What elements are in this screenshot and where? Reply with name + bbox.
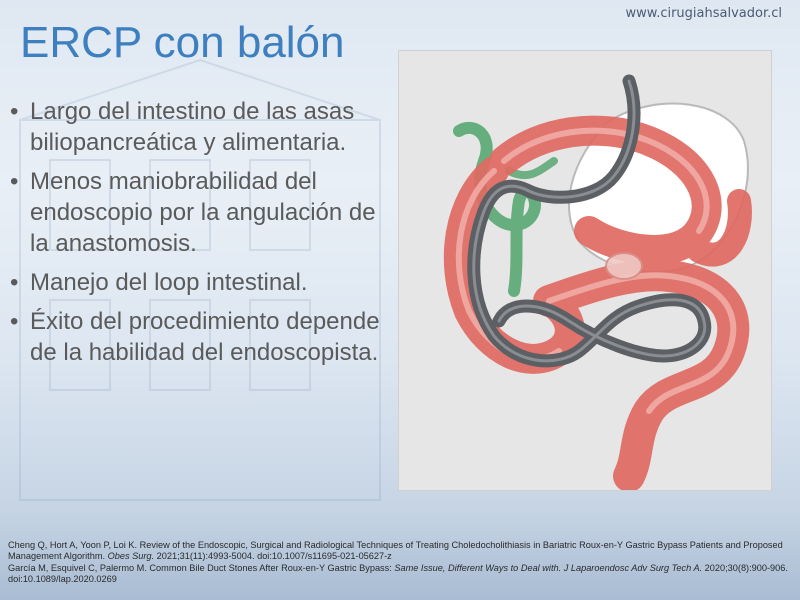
bullet-item (8, 267, 388, 298)
site-url: www.cirugiahsalvador.cl (625, 6, 782, 21)
slide-title: ERCP con balón (20, 18, 345, 67)
bullet-dot: • (10, 308, 19, 335)
references (8, 540, 788, 586)
bullet-item (8, 96, 388, 158)
bullet-text: Menos maniobrabilidad del endoscopio por la angulación de la anastomosis. (30, 168, 376, 257)
reference-item: García M, Esquivel C, Palermo M. Common Bile Duct Stones After Roux-en-Y Gastric Bypass: Same Issue, Different Ways to Deal with. J Laparoendosc Adv Surg Tech A. 2020;30(8):900-906. doi:10.1089/lap.2020.0269 (8, 562, 788, 585)
reference-item: Cheng Q, Hort A, Yoon P, Loi K. Review of the Endoscopic, Surgical and Radiological Techniques of Treating Choledocholithiasis in Bariatric Roux-en-Y Gastric Bypass Patients and Proposed Management Algorithm. Obes Surg. 2021;31(11):4993-5004. doi:10.1007/s11695-021-05627-z (8, 540, 783, 562)
bullet-text: Manejo del loop intestinal. (30, 269, 308, 296)
bullet-item (8, 306, 388, 368)
bullet-list (8, 96, 388, 376)
bullet-dot: • (10, 168, 19, 195)
intestine-endoscope-drawing (399, 51, 771, 490)
ercp-balloon-illustration (399, 51, 771, 490)
bullet-item (8, 166, 388, 259)
bullet-text: Largo del intestino de las asas biliopancreática y alimentaria. (30, 98, 355, 156)
bullet-dot: • (10, 269, 19, 296)
balloon-shape (606, 253, 642, 279)
bullet-text: Éxito del procedimiento depende de la habilidad del endoscopista. (30, 308, 380, 366)
bullet-dot: • (10, 98, 19, 125)
